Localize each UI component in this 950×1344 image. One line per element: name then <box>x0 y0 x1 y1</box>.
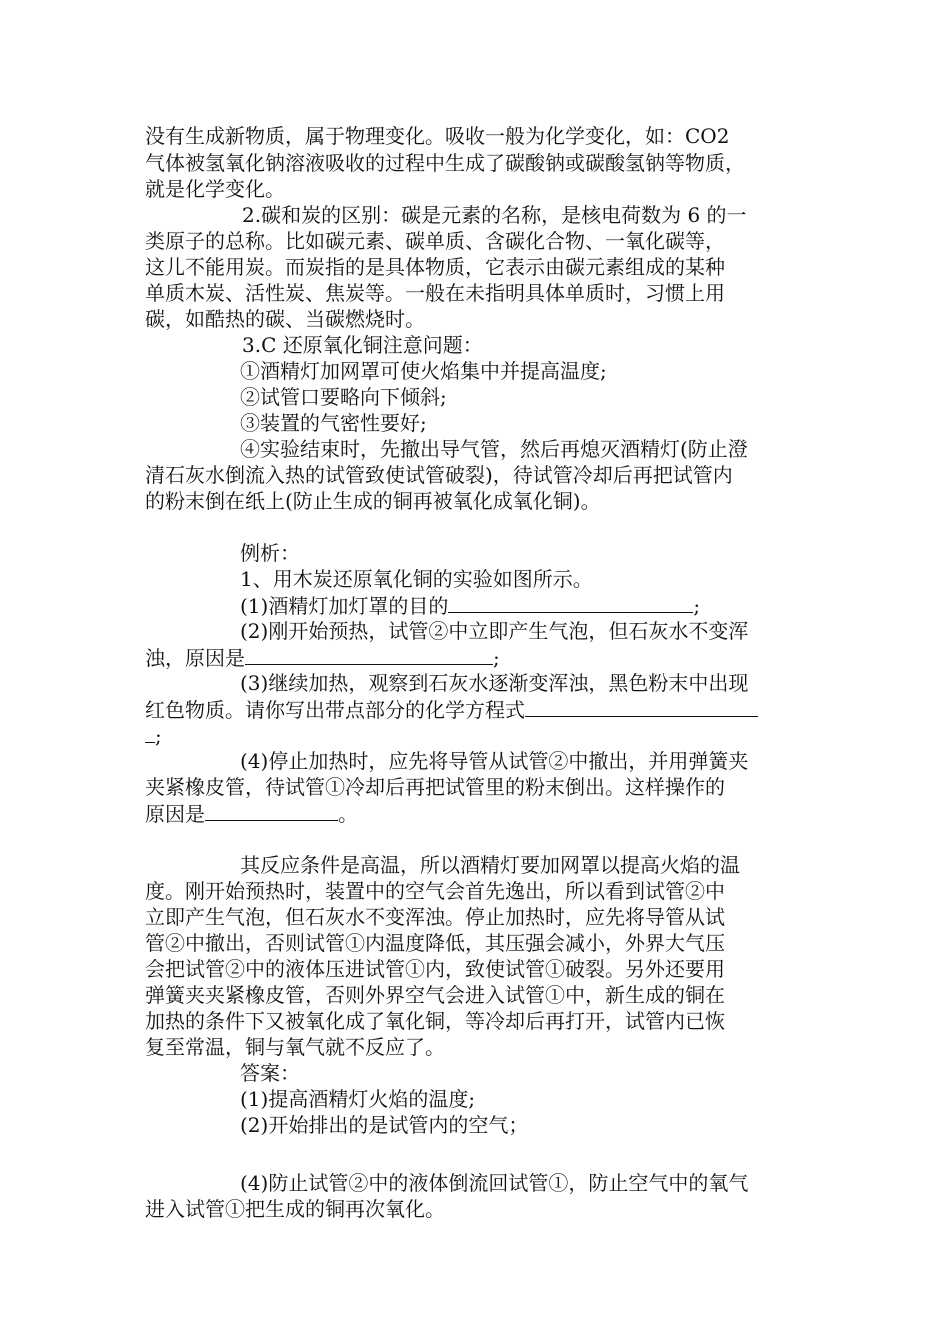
text-line: 会把试管②中的液体压进试管①内，致使试管①破裂。另外还要用 <box>145 957 725 981</box>
text-line: 其反应条件是高温，所以酒精灯要加网罩以提高火焰的温 <box>240 853 740 877</box>
text-line: 立即产生气泡，但石灰水不变浑浊。停止加热时，应先将导管从试 <box>145 905 725 929</box>
punctuation: ; <box>693 594 701 618</box>
note-item: ①酒精灯加网罩可使火焰集中并提高温度; <box>240 359 607 383</box>
question-4-end <box>145 800 358 826</box>
question-1 <box>240 592 700 618</box>
text-line: 弹簧夹夹紧橡皮管，否则外界空气会进入试管①中，新生成的铜在 <box>145 983 725 1007</box>
answer-blank <box>145 722 155 743</box>
answer-blank <box>205 800 338 821</box>
text-line: 2.碳和炭的区别：碳是元素的名称，是核电荷数为 6 的一 <box>242 203 747 227</box>
section-heading: 3.C 还原氧化铜注意问题： <box>242 333 483 357</box>
text-line: 夹紧橡皮管，待试管①冷却后再把试管里的粉末倒出。这样操作的 <box>145 775 725 799</box>
text-line: 碳，如酷热的碳、当碳燃烧时。 <box>145 307 425 331</box>
section-heading: 答案： <box>240 1061 300 1085</box>
answer-item: (2)开始排出的是试管内的空气； <box>240 1113 529 1137</box>
text-line: 类原子的总称。比如碳元素、碳单质、含碳化合物、一氧化碳等， <box>145 229 725 253</box>
question-3-end <box>145 722 162 748</box>
question-text: 浊，原因是 <box>145 646 245 670</box>
note-item: ②试管口要略向下倾斜; <box>240 385 447 409</box>
note-item: ③装置的气密性要好; <box>240 411 427 435</box>
text-line: 复至常温，铜与氧气就不反应了。 <box>145 1035 445 1059</box>
note-item: ④实验结束时，先撤出导气管，然后再熄灭酒精灯(防止澄 <box>240 437 748 461</box>
question-4: (4)停止加热时，应先将导管从试管②中撤出，并用弹簧夹 <box>240 749 749 773</box>
question-3-continued <box>145 696 758 722</box>
question-intro: 1、用木炭还原氧化铜的实验如图所示。 <box>240 567 593 591</box>
question-text: (1)酒精灯加灯罩的目的 <box>240 594 449 618</box>
answer-item: (4)防止试管②中的液体倒流回试管①，防止空气中的氧气 <box>240 1171 749 1195</box>
text-line: 就是化学变化。 <box>145 177 285 201</box>
text-line: 管②中撤出，否则试管①内温度降低，其压强会减小，外界大气压 <box>145 931 725 955</box>
answer-blank <box>525 696 758 717</box>
text-line: 进入试管①把生成的铜再次氧化。 <box>145 1197 445 1221</box>
text-line: 这儿不能用炭。而炭指的是具体物质，它表示由碳元素组成的某种 <box>145 255 725 279</box>
question-text: 红色物质。请你写出带点部分的化学方程式 <box>145 698 525 722</box>
punctuation: 。 <box>338 802 358 826</box>
answer-blank <box>245 644 493 665</box>
text-line: 度。刚开始预热时，装置中的空气会首先逸出，所以看到试管②中 <box>145 879 725 903</box>
text-line: 单质木炭、活性炭、焦炭等。一般在未指明具体单质时，习惯上用 <box>145 281 725 305</box>
text-line: 的粉末倒在纸上(防止生成的铜再被氧化成氧化铜)。 <box>145 489 601 513</box>
punctuation: ; <box>155 724 162 748</box>
answer-item: (1)提高酒精灯火焰的温度; <box>240 1087 476 1111</box>
punctuation: ; <box>493 646 500 670</box>
text-line: 没有生成新物质，属于物理变化。吸收一般为化学变化，如：CO2 <box>145 124 730 148</box>
text-line: 清石灰水倒流入热的试管致使试管破裂)，待试管冷却后再把试管内 <box>145 463 733 487</box>
question-2: (2)刚开始预热，试管②中立即产生气泡，但石灰水不变浑 <box>240 619 749 643</box>
question-text: 原因是 <box>145 802 205 826</box>
section-heading: 例析： <box>240 541 300 565</box>
answer-blank <box>448 592 693 613</box>
text-line: 加热的条件下又被氧化成了氧化铜，等冷却后再打开，试管内已恢 <box>145 1009 725 1033</box>
text-line: 气体被氢氧化钠溶液吸收的过程中生成了碳酸钠或碳酸氢钠等物质， <box>145 151 745 175</box>
question-3: (3)继续加热，观察到石灰水逐渐变浑浊，黑色粉末中出现 <box>240 671 749 695</box>
question-2-continued <box>145 644 500 670</box>
